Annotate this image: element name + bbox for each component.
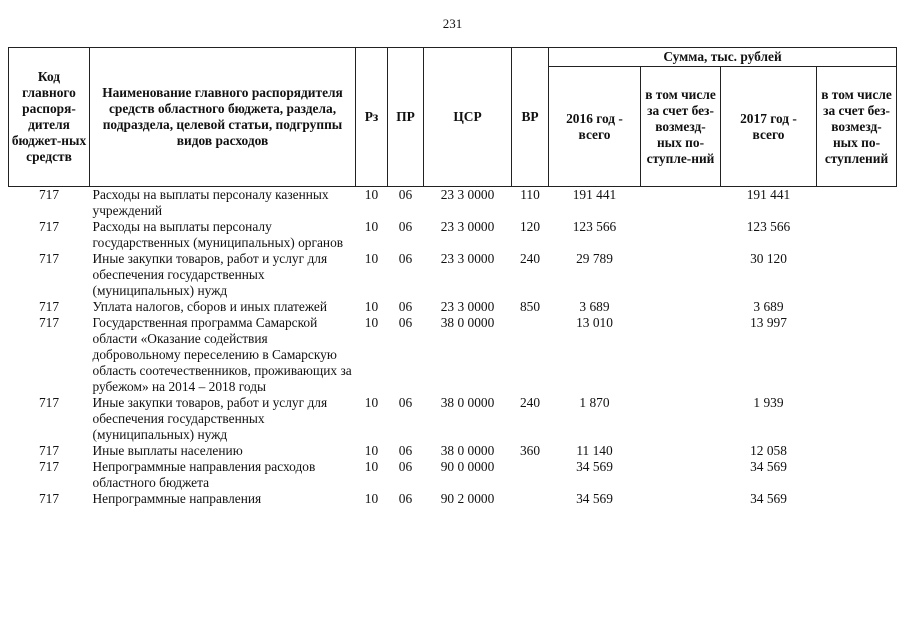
cell-code: 717 <box>38 251 60 266</box>
cell-code: 717 <box>38 219 60 234</box>
cell-rz: 10 <box>364 299 379 314</box>
cell-vr: 240 <box>519 395 541 410</box>
cell-name: Расходы на выплаты персоналу государственных (муниципальных) органов <box>92 219 344 250</box>
table-row <box>9 443 897 459</box>
cell-2017-free <box>817 187 897 220</box>
cell-rz: 10 <box>364 251 379 266</box>
cell-2016-total: 34 569 <box>576 459 613 474</box>
cell-2017-total: 12 058 <box>750 443 787 458</box>
cell-vr: 240 <box>519 251 541 266</box>
cell-2017-total: 34 569 <box>750 491 787 506</box>
cell-name: Уплата налогов, сборов и иных платежей <box>92 299 328 314</box>
cell-name: Иные закупки товаров, работ и услуг для обеспечения государственных (муниципальных) нужд <box>92 395 328 442</box>
cell-rz: 10 <box>364 395 379 410</box>
cell-2016-free <box>641 443 721 459</box>
cell-2016-free <box>641 491 721 507</box>
cell-pr: 06 <box>398 395 413 410</box>
cell-csr: 38 0 0000 <box>440 395 495 410</box>
table-row <box>9 395 897 443</box>
cell-2017-free <box>817 251 897 299</box>
cell-2017-free <box>817 491 897 507</box>
cell-2017-total: 13 997 <box>750 315 787 330</box>
table-row <box>9 491 897 507</box>
cell-csr: 38 0 0000 <box>440 443 495 458</box>
cell-pr: 06 <box>398 491 413 506</box>
table-header <box>9 48 897 187</box>
cell-csr: 23 3 0000 <box>440 187 495 202</box>
cell-code: 717 <box>38 459 60 474</box>
table-row <box>9 187 897 220</box>
cell-2016-total: 13 010 <box>576 315 613 330</box>
cell-pr: 06 <box>398 299 413 314</box>
cell-2017-total: 3 689 <box>753 299 784 314</box>
header-code: Код главного распоря-дителя бюджет-ных средств <box>9 48 90 187</box>
table-row <box>9 219 897 251</box>
cell-vr: 850 <box>519 299 541 314</box>
cell-2017-free <box>817 443 897 459</box>
cell-rz: 10 <box>364 491 379 506</box>
header-rz: Рз <box>356 48 388 187</box>
header-2016-free: в том числе за счет без-возмезд-ных по-ступле-ний <box>641 67 721 187</box>
cell-rz: 10 <box>364 219 379 234</box>
cell-2016-free <box>641 187 721 220</box>
table-body <box>9 187 897 508</box>
cell-2016-free <box>641 459 721 491</box>
header-sum-group: Сумма, тыс. рублей <box>549 48 897 67</box>
cell-pr: 06 <box>398 315 413 330</box>
cell-code: 717 <box>38 491 60 506</box>
cell-2017-total: 30 120 <box>750 251 787 266</box>
cell-2016-total: 3 689 <box>579 299 610 314</box>
cell-rz: 10 <box>364 187 379 202</box>
cell-name: Расходы на выплаты персоналу казенных учреждений <box>92 187 329 218</box>
cell-2017-total: 191 441 <box>746 187 791 202</box>
cell-code: 717 <box>38 315 60 330</box>
cell-name: Непрограммные направления <box>92 491 262 506</box>
cell-rz: 10 <box>364 459 379 474</box>
cell-2017-total: 34 569 <box>750 459 787 474</box>
table-row <box>9 299 897 315</box>
header-2017-total: 2017 год - всего <box>721 67 817 187</box>
cell-2016-total: 11 140 <box>576 443 613 458</box>
cell-vr <box>512 459 549 491</box>
cell-2016-total: 29 789 <box>576 251 613 266</box>
cell-2016-total: 1 870 <box>579 395 610 410</box>
header-vr: ВР <box>512 48 549 187</box>
cell-vr <box>512 315 549 395</box>
cell-2017-free <box>817 219 897 251</box>
cell-2017-free <box>817 459 897 491</box>
cell-2016-total: 191 441 <box>572 187 617 202</box>
cell-csr: 38 0 0000 <box>440 315 495 330</box>
cell-pr: 06 <box>398 443 413 458</box>
header-name: Наименование главного распорядителя средств областного бюджета, раздела, подраздела, целевой статьи, подгруппы видов расходов <box>90 48 356 187</box>
cell-csr: 23 3 0000 <box>440 251 495 266</box>
page-number: 231 <box>442 16 463 31</box>
cell-code: 717 <box>38 395 60 410</box>
cell-csr: 90 2 0000 <box>440 491 495 506</box>
cell-2016-free <box>641 219 721 251</box>
budget-table <box>8 47 897 507</box>
cell-pr: 06 <box>398 219 413 234</box>
cell-2017-free <box>817 395 897 443</box>
cell-pr: 06 <box>398 187 413 202</box>
header-2017-free: в том числе за счет без-возмезд-ных по-ступлений <box>817 67 897 187</box>
cell-vr: 110 <box>520 187 540 202</box>
cell-2017-total: 1 939 <box>753 395 784 410</box>
cell-2016-total: 34 569 <box>576 491 613 506</box>
cell-2017-free <box>817 299 897 315</box>
cell-csr: 23 3 0000 <box>440 219 495 234</box>
table-row <box>9 459 897 491</box>
cell-name: Государственная программа Самарской области «Оказание содействия добровольному переселению в Самарскую область соотечественников, проживающих за рубежом» на 2014 – 2018 годы <box>92 315 352 394</box>
cell-rz: 10 <box>364 315 379 330</box>
cell-2017-total: 123 566 <box>746 219 791 234</box>
cell-2016-free <box>641 395 721 443</box>
cell-vr: 360 <box>519 443 541 458</box>
cell-vr <box>512 491 549 507</box>
cell-name: Иные выплаты населению <box>92 443 243 458</box>
header-2016-total: 2016 год - всего <box>549 67 641 187</box>
cell-name: Непрограммные направления расходов областного бюджета <box>92 459 316 490</box>
cell-code: 717 <box>38 443 60 458</box>
cell-2016-total: 123 566 <box>572 219 617 234</box>
table-row <box>9 251 897 299</box>
header-csr: ЦСР <box>424 48 512 187</box>
cell-2016-free <box>641 299 721 315</box>
table-row <box>9 315 897 395</box>
cell-2017-free <box>817 315 897 395</box>
cell-csr: 23 3 0000 <box>440 299 495 314</box>
cell-vr: 120 <box>519 219 541 234</box>
cell-rz: 10 <box>364 443 379 458</box>
cell-pr: 06 <box>398 459 413 474</box>
cell-csr: 90 0 0000 <box>440 459 495 474</box>
cell-code: 717 <box>38 299 60 314</box>
cell-2016-free <box>641 315 721 395</box>
header-pr: ПР <box>388 48 424 187</box>
cell-pr: 06 <box>398 251 413 266</box>
cell-2016-free <box>641 251 721 299</box>
cell-name: Иные закупки товаров, работ и услуг для обеспечения государственных (муниципальных) нужд <box>92 251 328 298</box>
cell-code: 717 <box>38 187 60 202</box>
